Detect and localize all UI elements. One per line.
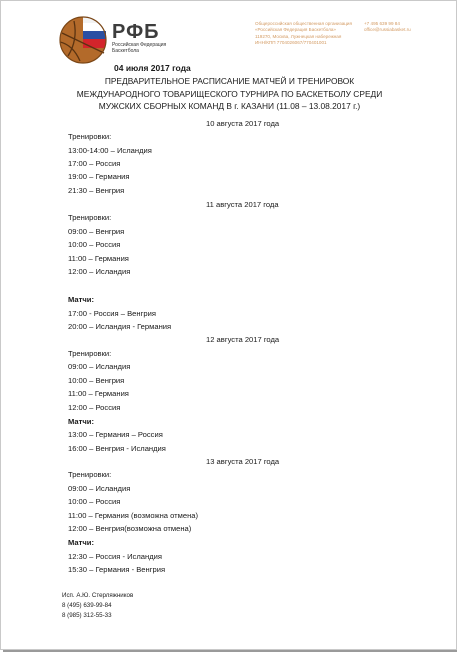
- schedule-row: 12:30 – Россия - Исландия: [68, 552, 162, 561]
- org-line: Общероссийская общественная организация: [255, 21, 352, 26]
- schedule-row: 10:00 – Россия: [68, 240, 121, 249]
- block-label: Тренировки:: [68, 213, 112, 222]
- heading-line: МЕЖДУНАРОДНОГО ТОВАРИЩЕСКОГО ТУРНИРА ПО БАСКЕТБОЛУ СРЕДИ: [76, 88, 383, 99]
- footer-executor: Исп. А.Ю. Стерляжников: [62, 592, 134, 599]
- day-header: 12 августа 2017 года: [206, 335, 280, 344]
- schedule-row: 15:30 – Германия - Венгрия: [68, 565, 166, 574]
- logo-subtitle: Российская Федерация Баскетбола: [112, 42, 167, 54]
- schedule-row: 10:00 – Венгрия: [68, 376, 125, 385]
- org-line: ИНН/КПП 7704026067/770401001: [255, 39, 327, 45]
- block-label: Тренировки:: [68, 349, 112, 358]
- heading-line: ПРЕДВАРИТЕЛЬНОЕ РАСПИСАНИЕ МАТЧЕЙ И ТРЕНИРОВОК: [104, 76, 355, 86]
- block-label: Матчи:: [68, 417, 94, 426]
- day-header: 10 августа 2017 года: [206, 119, 280, 128]
- schedule-row: 12:00 – Россия: [68, 403, 121, 412]
- schedule-row: 11:00 – Германия: [68, 389, 129, 398]
- day-header: 11 августа 2017 года: [206, 200, 279, 209]
- footer-phone: 8 (495) 639-99-84: [62, 602, 112, 609]
- schedule-row: 09:00 – Исландия: [68, 484, 131, 493]
- document-heading: [31, 75, 428, 113]
- basketball-flag-logo-icon: [58, 15, 108, 65]
- schedule-row: 09:00 – Исландия: [68, 362, 131, 371]
- schedule-row: 10:00 – Россия: [68, 497, 121, 506]
- schedule-row: 13:00 – Германия – Россия: [68, 430, 163, 439]
- schedule-row: 11:00 – Германия: [68, 254, 129, 263]
- schedule-row: 09:00 – Венгрия: [68, 227, 125, 236]
- document-date: 04 июля 2017 года: [114, 63, 191, 73]
- schedule-row: 12:00 – Исландия: [68, 267, 131, 276]
- logo-title: РФБ: [112, 21, 160, 43]
- schedule-row: 19:00 – Германия: [68, 172, 130, 181]
- org-line: «Российская Федерация Баскетбола»: [255, 27, 336, 33]
- organization-info: [255, 21, 355, 46]
- schedule-row: 12:00 – Венгрия(возможна отмена): [68, 524, 192, 533]
- schedule-row: 20:00 – Исландия - Германия: [68, 322, 172, 331]
- heading-line: МУЖСКИХ СБОРНЫХ КОМАНД В г. КАЗАНИ (11.08 – 13.08.2017 г.): [98, 101, 361, 111]
- block-label: Матчи:: [68, 295, 94, 304]
- footer-phone: 8 (985) 312-55-33: [62, 612, 112, 619]
- schedule-row: 17:00 - Россия – Венгрия: [68, 309, 156, 318]
- day-header: 13 августа 2017 года: [206, 457, 280, 466]
- block-label: Матчи:: [68, 538, 94, 547]
- contact-phone: +7 495 639 99 84: [364, 21, 400, 26]
- schedule-row: 21:30 – Венгрия: [68, 186, 125, 195]
- schedule-row: 11:00 – Германия (возможна отмена): [68, 511, 199, 520]
- schedule-row: 16:00 – Венгрия - Исландия: [68, 444, 166, 453]
- contact-info: [364, 21, 434, 34]
- block-label: Тренировки:: [68, 132, 112, 141]
- block-label: Тренировки:: [68, 470, 112, 479]
- org-line: 119270, Москва, Лужнецкая набережная: [255, 33, 342, 39]
- contact-email: office@russiabasket.ru: [364, 27, 411, 33]
- schedule-row: 13:00-14:00 – Исландия: [68, 146, 152, 155]
- schedule-row: 17:00 – Россия: [68, 159, 121, 168]
